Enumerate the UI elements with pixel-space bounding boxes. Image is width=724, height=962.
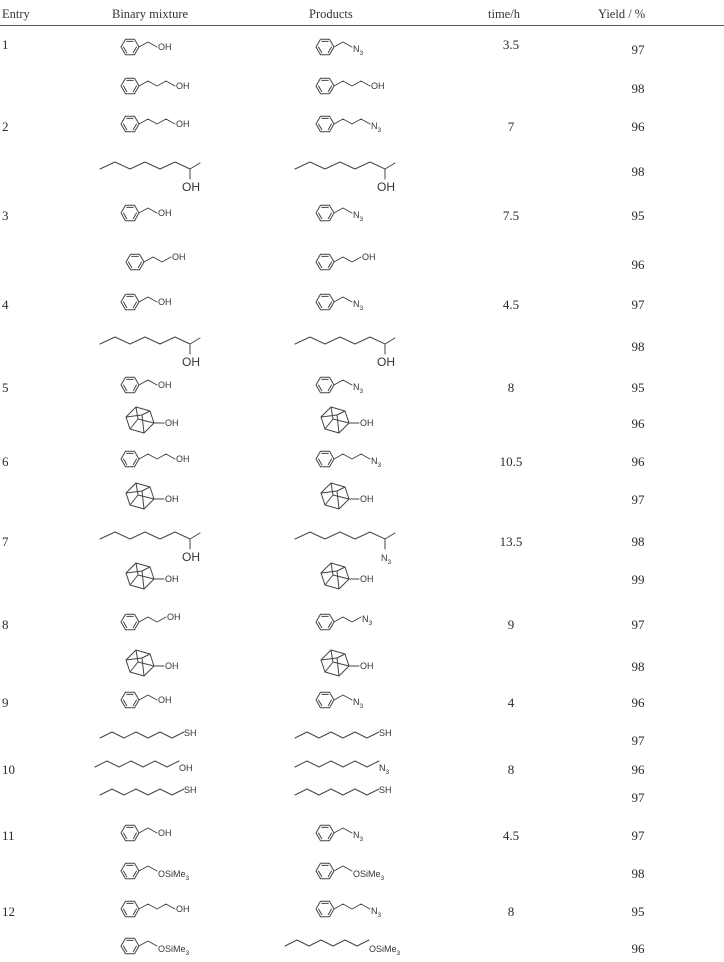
reaction-time: 9 [507,617,515,632]
yield-value: 95 [631,904,645,919]
yield-value: 97 [631,828,645,843]
product-structure-octanethiol [340,785,392,805]
svg-text:OH: OH [167,612,181,622]
product-structure-octan-2-ol [340,169,395,194]
mixture-structure-phenylpropanol [130,119,190,134]
mixture-structure-benzyl-trimethylsilyl-ether [130,944,190,957]
product-structure-adamantanol [335,418,374,431]
reaction-time: 3.5 [502,37,520,52]
mixture-structure-adamantanol [140,418,179,431]
svg-text:OSiMe3: OSiMe$_3$ [369,944,401,957]
svg-text:OH: OH [165,574,179,584]
svg-text:OH: OH [176,904,190,914]
entry-number: 8 [2,617,9,632]
header-entry: Entry [2,7,30,21]
svg-text:SH: SH [379,785,392,795]
svg-text:SH: SH [379,728,392,738]
mixture-structure-benzyl-alcohol [130,297,172,312]
product-structure-phenylpropyl-azide [325,456,382,469]
product-structure-octyl-trimethylsilyl-ether [330,944,401,957]
svg-text:OH: OH [158,208,172,218]
svg-text:OH: OH [158,695,172,705]
reaction-time: 7 [507,119,515,134]
header-time: time/h [488,7,520,21]
svg-text:N3: $N_3$ [353,382,364,395]
svg-text:N3: $N_3$ [353,210,364,223]
yield-value: 96 [631,257,645,272]
yield-value: 97 [631,297,645,312]
mixture-structure-phenylpropanol [130,454,190,469]
mixture-structure-adamantanol [140,661,179,674]
yield-value: 98 [631,659,645,674]
mixture-structure-adamantanol [140,494,179,507]
product-structure-phenylethanol [325,252,376,272]
yield-value: 96 [631,762,645,777]
mixture-structure-phenylethanol [135,252,186,272]
svg-text:OH: OH [360,418,374,428]
yield-value: 96 [631,941,645,956]
reaction-time: 8 [507,762,515,777]
entry-number: 9 [2,695,9,710]
yield-value: 97 [631,42,645,57]
entry-number: 3 [2,208,9,223]
yield-value: 97 [631,492,645,507]
yield-value: 95 [631,380,645,395]
mixture-structure-phenylethanol [130,612,181,632]
yield-value: 97 [631,790,645,805]
yield-value: 96 [631,416,645,431]
product-structure-phenylpropanol [325,81,385,96]
svg-text:OH: OH [158,42,172,52]
entry-number: 7 [2,534,9,549]
entry-number: 2 [2,119,9,134]
svg-text:OH: OH [360,574,374,584]
reaction-time: 10.5 [499,454,523,469]
reaction-time: 4.5 [502,828,520,843]
header-rule [0,25,724,26]
svg-text:SH: SH [184,785,197,795]
mixture-structure-benzyl-alcohol [130,42,172,57]
reaction-time: 7.5 [502,208,520,223]
svg-text:N3: $N_3$ [353,830,364,843]
svg-text:N3: $N_3$ [353,44,364,57]
svg-text:OH: OH [362,252,376,262]
reaction-time: 4 [507,695,515,710]
svg-text:OH: OH [182,180,200,194]
svg-text:N3: $N_3$ [362,614,373,627]
mixture-structure-phenylpropanol [130,904,190,919]
svg-text:N3: $N_3$ [353,299,364,312]
entry-number: 1 [2,37,9,52]
yield-value: 95 [631,208,645,223]
svg-text:OH: OH [176,119,190,129]
product-structure-benzyl-azide [325,299,364,312]
reaction-time: 4.5 [502,297,520,312]
header-yield: Yield / % [598,7,646,21]
product-structure-phenylpropyl-azide [325,906,382,919]
svg-text:N3: $N_3$ [353,697,364,710]
yield-value: 98 [631,164,645,179]
svg-text:OH: OH [158,380,172,390]
product-structure-octyl-2-azide [340,539,392,566]
mixture-structure-benzyl-alcohol [130,208,172,223]
entry-number: 4 [2,297,9,312]
yield-value: 98 [631,339,645,354]
mixture-structure-phenylpropanol [130,81,190,96]
svg-text:N3: $N_3$ [379,763,390,776]
yield-value: 97 [631,617,645,632]
product-structure-benzyl-azide [325,830,364,843]
yield-value: 98 [631,81,645,96]
product-structure-phenylpropyl-azide [325,121,382,134]
product-structure-octan-2-ol [340,344,395,369]
product-structure-benzyl-azide [325,44,364,57]
mixture-structure-octan-2-ol [145,539,200,564]
entry-number: 11 [2,828,15,843]
svg-text:OSiMe3: OSiMe$_3$ [353,869,385,882]
entry-number: 6 [2,454,9,469]
reaction-time: 8 [507,904,515,919]
svg-text:OSiMe3: OSiMe$_3$ [158,869,190,882]
mixture-structure-octanethiol [145,728,197,748]
svg-text:OH: OH [158,297,172,307]
svg-text:OH: OH [172,252,186,262]
header-binary-mixture: Binary mixture [112,7,189,21]
mixture-structure-benzyl-alcohol [130,380,172,395]
yield-value: 96 [631,454,645,469]
svg-text:OH: OH [165,494,179,504]
svg-text:OH: OH [377,355,395,369]
svg-text:OH: OH [176,81,190,91]
svg-text:OH: OH [371,81,385,91]
product-structure-adamantanol [335,661,374,674]
svg-text:OH: OH [182,550,200,564]
mixture-structure-adamantanol [140,574,179,587]
product-structure-benzyl-azide [325,210,364,223]
reaction-time: 13.5 [499,534,523,549]
product-structure-adamantanol [335,494,374,507]
product-structure-benzyl-azide [325,382,364,395]
svg-text:OH: OH [176,454,190,464]
svg-text:N3: $N_3$ [371,906,382,919]
product-structure-adamantanol [335,574,374,587]
mixture-structure-benzyl-alcohol [130,695,172,710]
svg-text:OH: OH [360,661,374,671]
svg-text:OH: OH [360,494,374,504]
svg-text:N3: $N_3$ [381,553,392,566]
product-structure-phenylethyl-azide [325,614,373,632]
svg-text:OH: OH [179,763,193,773]
product-structure-benzyl-azide [325,697,364,710]
svg-text:OH: OH [182,355,200,369]
svg-text:OH: OH [165,418,179,428]
entry-number: 5 [2,380,9,395]
mixture-structure-octan-2-ol [145,344,200,369]
svg-text:N3: $N_3$ [371,456,382,469]
reaction-time: 8 [507,380,515,395]
yield-value: 96 [631,695,645,710]
entry-number: 10 [2,762,15,777]
product-structure-benzyl-trimethylsilyl-ether [325,869,385,882]
svg-text:N3: $N_3$ [371,121,382,134]
mixture-structure-octanol [140,763,193,777]
yield-value: 97 [631,733,645,748]
mixture-structure-benzyl-trimethylsilyl-ether [130,869,190,882]
svg-text:OH: OH [158,828,172,838]
entry-number: 12 [2,904,15,919]
mixture-structure-octanethiol [145,785,197,805]
product-structure-octyl-azide [340,763,390,777]
yield-value: 98 [631,534,645,549]
yield-value: 96 [631,119,645,134]
yield-value: 98 [631,866,645,881]
svg-text:OSiMe3: OSiMe$_3$ [158,944,190,957]
mixture-structure-octan-2-ol [145,169,200,194]
product-structure-octanethiol [340,728,392,748]
mixture-structure-benzyl-alcohol [130,828,172,843]
svg-text:OH: OH [377,180,395,194]
svg-text:OH: OH [165,661,179,671]
svg-text:SH: SH [184,728,197,738]
header-products: Products [309,7,353,21]
yield-value: 99 [631,572,645,587]
